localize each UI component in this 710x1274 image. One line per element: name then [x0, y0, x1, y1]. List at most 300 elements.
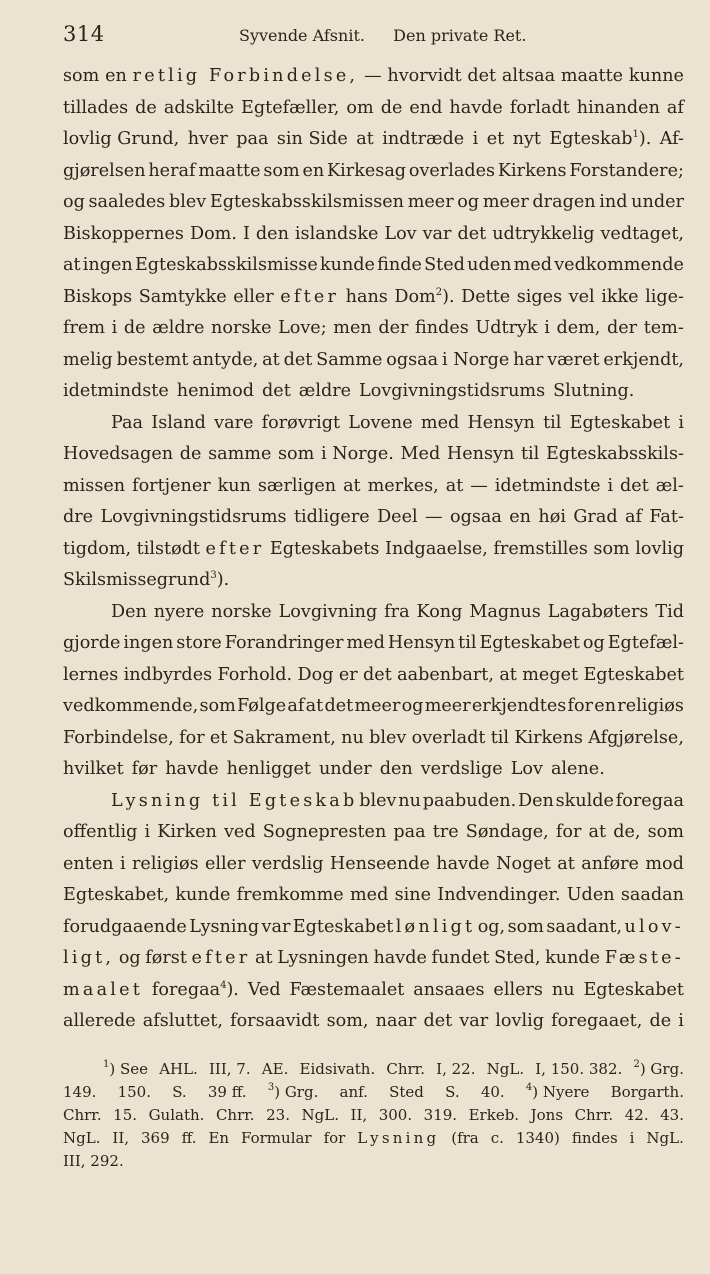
word: og	[401, 696, 424, 716]
word: gjørelsen	[63, 160, 146, 181]
word: med	[349, 885, 389, 905]
word: Den	[517, 790, 554, 811]
word: før	[131, 759, 158, 779]
word: ligt,	[63, 948, 115, 968]
word: tidligere	[293, 507, 370, 527]
footnote-word: $^1$) See	[103, 1059, 149, 1078]
footnote-word: NgL.	[486, 1060, 525, 1078]
text-line	[63, 98, 684, 130]
word: Egteskabets	[269, 538, 380, 559]
footnote-word: Chrr.	[574, 1106, 614, 1124]
word: eller	[205, 853, 246, 874]
word: ikke	[601, 286, 639, 307]
footnote-word: $^2$) Grg.	[633, 1059, 684, 1078]
word: Kirken	[157, 822, 217, 842]
word: vedtaget,	[600, 223, 684, 244]
word: nyere	[153, 601, 205, 622]
word: Sted	[424, 255, 465, 275]
word: skulde	[555, 790, 614, 811]
word: først	[145, 948, 187, 968]
word: men	[333, 318, 372, 338]
text-line	[63, 822, 684, 854]
word: vedkommende	[554, 255, 684, 275]
word: meer	[482, 192, 529, 212]
text-line	[63, 318, 684, 350]
word: havde	[165, 759, 219, 779]
word: enten	[63, 853, 114, 874]
word: som,	[326, 1011, 369, 1031]
running-head-section: Syvende Afsnit.	[239, 26, 365, 45]
word: er	[338, 664, 358, 685]
word: der	[378, 318, 409, 338]
word: Egtefæl-	[607, 633, 684, 653]
footnote-line	[63, 1152, 684, 1175]
word: tem-	[643, 318, 684, 338]
word: Fæstemaalet	[289, 979, 405, 1000]
word: hvilket	[63, 759, 124, 779]
word: verdslig	[251, 853, 324, 874]
footnote-word: III, 7.	[209, 1060, 251, 1078]
word: erkjendt,	[603, 349, 684, 370]
word: Lov	[384, 223, 417, 244]
word: med	[346, 633, 385, 653]
word: Kirkens	[497, 160, 567, 181]
word: efter	[280, 286, 340, 307]
footnote-word: Borgarth.	[610, 1083, 684, 1101]
word: i	[144, 822, 151, 842]
word: Lov	[510, 759, 543, 779]
word: Fæste-	[604, 948, 684, 968]
word: blev	[369, 727, 407, 748]
page-number: 314	[63, 22, 105, 46]
word: hver	[187, 129, 228, 149]
footnote-word: NgL.	[301, 1106, 339, 1124]
word: dragen	[532, 192, 596, 212]
word: Dette	[461, 286, 511, 307]
word: tre	[432, 822, 459, 842]
word: Slutning.	[553, 381, 635, 401]
word: og	[63, 192, 85, 212]
word: end	[409, 97, 443, 118]
text-line	[63, 381, 684, 413]
word: ogsaa	[386, 349, 439, 370]
word: Lysningen	[277, 948, 369, 968]
word: Søndage,	[465, 822, 549, 842]
word: bestemt	[116, 349, 189, 370]
word: en	[594, 696, 617, 716]
word: at	[262, 349, 280, 370]
text-line	[63, 854, 684, 886]
word: Kirkesag	[327, 160, 407, 181]
word: offentlig	[63, 822, 138, 842]
word: en	[509, 507, 532, 527]
footnote-word: 15.	[113, 1106, 138, 1124]
word: særligen	[257, 475, 337, 496]
word: at	[255, 948, 273, 968]
footnote-word: i	[629, 1129, 635, 1147]
word: fundet	[431, 948, 490, 968]
footnote-word: Erkeb.	[468, 1106, 520, 1124]
word: ingen	[82, 255, 133, 275]
footnote-word: Chrr.	[386, 1060, 425, 1078]
word: Island	[151, 412, 206, 433]
word: Forhold.	[217, 664, 293, 685]
text-line	[63, 129, 684, 161]
word: lovlig	[635, 538, 684, 559]
word: forladt	[509, 97, 570, 118]
word: af	[287, 696, 305, 716]
text-line	[63, 192, 684, 224]
footnote-word: I, 22.	[436, 1060, 476, 1078]
word: indtræde	[382, 129, 465, 149]
word: dem,	[556, 318, 601, 338]
word: som	[507, 916, 544, 937]
word: meer	[407, 192, 454, 212]
word: til	[490, 727, 510, 748]
word: maalet	[63, 979, 143, 1000]
word: som	[593, 538, 630, 559]
word: —	[425, 507, 443, 527]
word: i	[678, 1011, 684, 1031]
word: i Norge	[442, 349, 510, 370]
footnote-word: AHL.	[159, 1060, 198, 1078]
word: fremkomme	[236, 885, 344, 905]
word: samme	[208, 444, 272, 464]
footnote-word: (fra	[451, 1129, 479, 1147]
word: ved	[223, 822, 256, 842]
word: kunde	[545, 948, 601, 968]
word: forudgaaende	[63, 916, 187, 937]
word: aabenbart,	[397, 664, 494, 685]
text-line	[63, 444, 684, 476]
word: Egteskab$^1$).	[549, 129, 652, 149]
text-line	[63, 602, 684, 634]
word: Dom.	[189, 223, 237, 244]
word: anføre	[581, 853, 639, 874]
word: ældre	[298, 381, 352, 401]
word: i	[111, 318, 118, 338]
word: foregaa	[615, 790, 684, 811]
footnote-word: Eidsivath.	[299, 1060, 376, 1078]
word: findes	[415, 318, 469, 338]
footnote-word: 300.	[378, 1106, 413, 1124]
word: Sakrament,	[232, 727, 336, 748]
word: æl-	[655, 475, 684, 496]
word: altsaa	[501, 66, 556, 86]
word: Tid	[655, 601, 684, 622]
word: nu	[398, 790, 421, 811]
word: tigdom,	[63, 538, 132, 559]
word: Indgaaelse,	[385, 538, 488, 559]
footnote-word: Jons	[530, 1106, 564, 1124]
word: kunne	[628, 66, 684, 86]
word: Egteskabsskils-	[545, 444, 684, 464]
word: det	[423, 1011, 453, 1031]
text-line	[63, 570, 684, 602]
footnote-word: NgL.	[646, 1129, 684, 1147]
word: havde	[449, 97, 503, 118]
word: i	[472, 129, 479, 149]
footnotes	[63, 1060, 684, 1175]
footnote-word: En	[208, 1129, 230, 1147]
footnote-word: AE.	[261, 1060, 289, 1078]
text-line	[63, 885, 684, 917]
word: forøvrigt	[261, 412, 341, 433]
word: eller	[233, 286, 274, 307]
word: Forstandere;	[569, 160, 684, 181]
footnote-word: 369	[141, 1129, 170, 1147]
word: af	[624, 507, 642, 527]
text-line	[63, 161, 684, 193]
word: fremstilles	[493, 538, 588, 559]
word: Egteskabet	[569, 412, 671, 433]
footnote-word: S.	[445, 1083, 460, 1101]
word: meget	[522, 664, 579, 685]
word: lovlig	[495, 1011, 544, 1031]
word: ind	[599, 192, 628, 212]
word: var	[459, 1011, 489, 1031]
word: erkjendtes	[471, 696, 567, 716]
word: religiøs	[132, 853, 199, 874]
footnote-word: 1340)	[515, 1129, 560, 1147]
word: tillades	[63, 97, 129, 118]
word: foregaaet,	[551, 1011, 643, 1031]
word: af	[666, 97, 684, 118]
word: om	[346, 97, 374, 118]
word: Udtryk	[475, 318, 538, 338]
text-line	[63, 224, 684, 256]
word: vare	[214, 412, 254, 433]
text-line	[63, 633, 684, 665]
word: de	[649, 1011, 672, 1031]
text-line	[63, 350, 684, 382]
word: under	[631, 192, 684, 212]
word: antyde,	[192, 349, 259, 370]
word: de	[123, 318, 146, 338]
word: Egteskabet	[292, 916, 394, 937]
word: det	[363, 664, 392, 685]
word: norske	[211, 601, 272, 622]
word: overladt	[411, 727, 486, 748]
running-head-chapter: Den private Ret.	[393, 26, 527, 45]
word: Lovene	[348, 412, 413, 433]
word: dre	[63, 507, 94, 527]
body-text	[63, 66, 684, 1043]
word: til	[458, 633, 477, 653]
text-line	[63, 66, 684, 98]
word: hans	[345, 286, 388, 307]
word: overlades	[408, 160, 496, 181]
word: Hensyn	[387, 633, 456, 653]
word: religiøs	[617, 696, 684, 716]
word: adskilte	[163, 97, 235, 118]
word: den	[379, 759, 413, 779]
word: og	[582, 633, 605, 653]
word: under	[318, 759, 372, 779]
word: at	[445, 475, 464, 496]
word: og,	[477, 916, 506, 937]
word: efter	[191, 948, 251, 968]
footnote-word: Lysning	[357, 1129, 440, 1147]
footnote-word: anf.	[339, 1083, 368, 1101]
word: havde	[373, 948, 427, 968]
word: vel	[568, 286, 595, 307]
word: store	[176, 633, 222, 653]
word: meer	[424, 696, 471, 716]
word: havde	[436, 853, 490, 874]
footnote-line	[63, 1106, 684, 1129]
word: Noget	[496, 853, 551, 874]
word: sine	[394, 885, 431, 905]
word: gjorde	[63, 633, 121, 653]
word: som	[647, 822, 684, 842]
word: norske	[211, 318, 272, 338]
word: islandske	[294, 223, 379, 244]
text-line	[63, 255, 684, 287]
word: det	[324, 696, 354, 716]
word: nyt	[512, 129, 541, 149]
word: nu	[551, 979, 575, 1000]
word: i	[119, 853, 126, 874]
word: Hensyn	[446, 444, 515, 464]
word: lige-	[645, 286, 684, 307]
word: meer	[354, 696, 401, 716]
word: og	[118, 948, 141, 968]
word: at	[305, 696, 324, 716]
word: de	[380, 97, 403, 118]
word: for	[567, 696, 594, 716]
word: Lysning	[189, 916, 260, 937]
word: saaledes	[88, 192, 166, 212]
word: —	[364, 66, 382, 86]
word: Følge	[237, 696, 287, 716]
word: i	[544, 318, 550, 338]
word: saadant,	[546, 916, 623, 937]
word: allerede	[63, 1011, 136, 1031]
word: som	[199, 696, 236, 716]
word: det	[262, 381, 291, 401]
word: Kirkens	[514, 727, 583, 748]
word: at	[499, 664, 517, 685]
word: foregaa$^4$).	[151, 979, 239, 1000]
page-header	[63, 22, 682, 52]
footnote-word: Chrr.	[215, 1106, 255, 1124]
word: Hensyn	[467, 412, 535, 433]
footnote-word: ff.	[181, 1129, 197, 1147]
word: det	[283, 349, 313, 370]
word: Lysning til Egteskab	[111, 790, 358, 811]
word: som	[263, 160, 300, 181]
text-line	[63, 476, 684, 508]
word: hinanden	[576, 97, 660, 118]
word: ansaaes	[413, 979, 485, 1000]
word: ingen	[123, 633, 174, 653]
word: til	[520, 444, 540, 464]
footnote-word: Sted	[389, 1083, 424, 1101]
word: med	[513, 255, 553, 275]
word: Forandringer	[224, 633, 344, 653]
footnote-word: $^3$) Grg.	[267, 1082, 319, 1101]
word: Love;	[278, 318, 327, 338]
word: tilstødt	[136, 538, 200, 559]
word: Paa	[111, 412, 144, 433]
word: siges	[516, 286, 563, 307]
word: Afgjørelse,	[588, 727, 684, 748]
word: idetmindste	[63, 381, 169, 401]
word: for	[179, 727, 205, 748]
word: Skilsmissegrund$^3$).	[63, 570, 230, 590]
word: kunde	[319, 255, 375, 275]
word: paa	[393, 822, 426, 842]
word: hvorvidt	[387, 66, 462, 86]
word: blev	[359, 790, 397, 811]
word: at	[63, 255, 81, 275]
word: Af-	[659, 129, 684, 149]
word: udtrykkelig	[492, 223, 595, 244]
word: Egtefæller,	[241, 97, 340, 118]
word: sin Side	[276, 129, 348, 149]
text-line	[63, 791, 684, 823]
footnote-word: $^4$) Nyere	[525, 1082, 590, 1101]
word: der	[607, 318, 638, 338]
word: i	[607, 475, 614, 496]
word: Med	[400, 444, 441, 464]
word: idetmindste	[494, 475, 601, 496]
word: Forbindelse,	[63, 727, 174, 748]
word: Ved	[247, 979, 281, 1000]
word: de	[179, 444, 202, 464]
word: heraf	[148, 160, 196, 181]
text-line	[63, 507, 684, 539]
word: merkes,	[367, 475, 439, 496]
word: paabuden.	[422, 790, 517, 811]
word: at	[588, 822, 607, 842]
word: vedkommende,	[63, 696, 199, 716]
word: Lovgivningstidsrums	[100, 507, 287, 527]
footnote-line	[63, 1129, 684, 1152]
word: i	[678, 412, 684, 433]
word: nu	[341, 727, 364, 748]
footnote-word: 40.	[480, 1083, 505, 1101]
word: i Norge.	[321, 444, 394, 464]
word: Dog	[297, 664, 334, 685]
word: det	[620, 475, 649, 496]
word: fra	[384, 601, 410, 622]
word: de	[135, 97, 157, 118]
footnote-word: findes	[571, 1129, 618, 1147]
footnote-word: 150.	[117, 1083, 151, 1101]
word: lovlig Grund,	[63, 129, 180, 149]
word: uden	[467, 255, 512, 275]
footnote-line	[63, 1083, 684, 1106]
footnote-word: 39 ff.	[207, 1083, 247, 1101]
word: Samme	[316, 349, 383, 370]
text-line	[63, 948, 684, 980]
text-line	[63, 728, 684, 760]
word: Lagabøters	[547, 601, 649, 622]
word: henimod	[176, 381, 255, 401]
word: maatte	[560, 66, 624, 86]
footnote-word: for	[323, 1129, 346, 1147]
footnote-line	[63, 1060, 684, 1083]
word: Egteskabet	[583, 664, 684, 685]
word: Uden	[566, 885, 615, 905]
word: frem	[63, 318, 106, 338]
word: Lovgivning	[278, 601, 378, 622]
word: Egteskabet	[583, 979, 684, 1000]
footnote-word: 23.	[266, 1106, 290, 1124]
word: Lovgivningstidsrums	[359, 381, 546, 401]
